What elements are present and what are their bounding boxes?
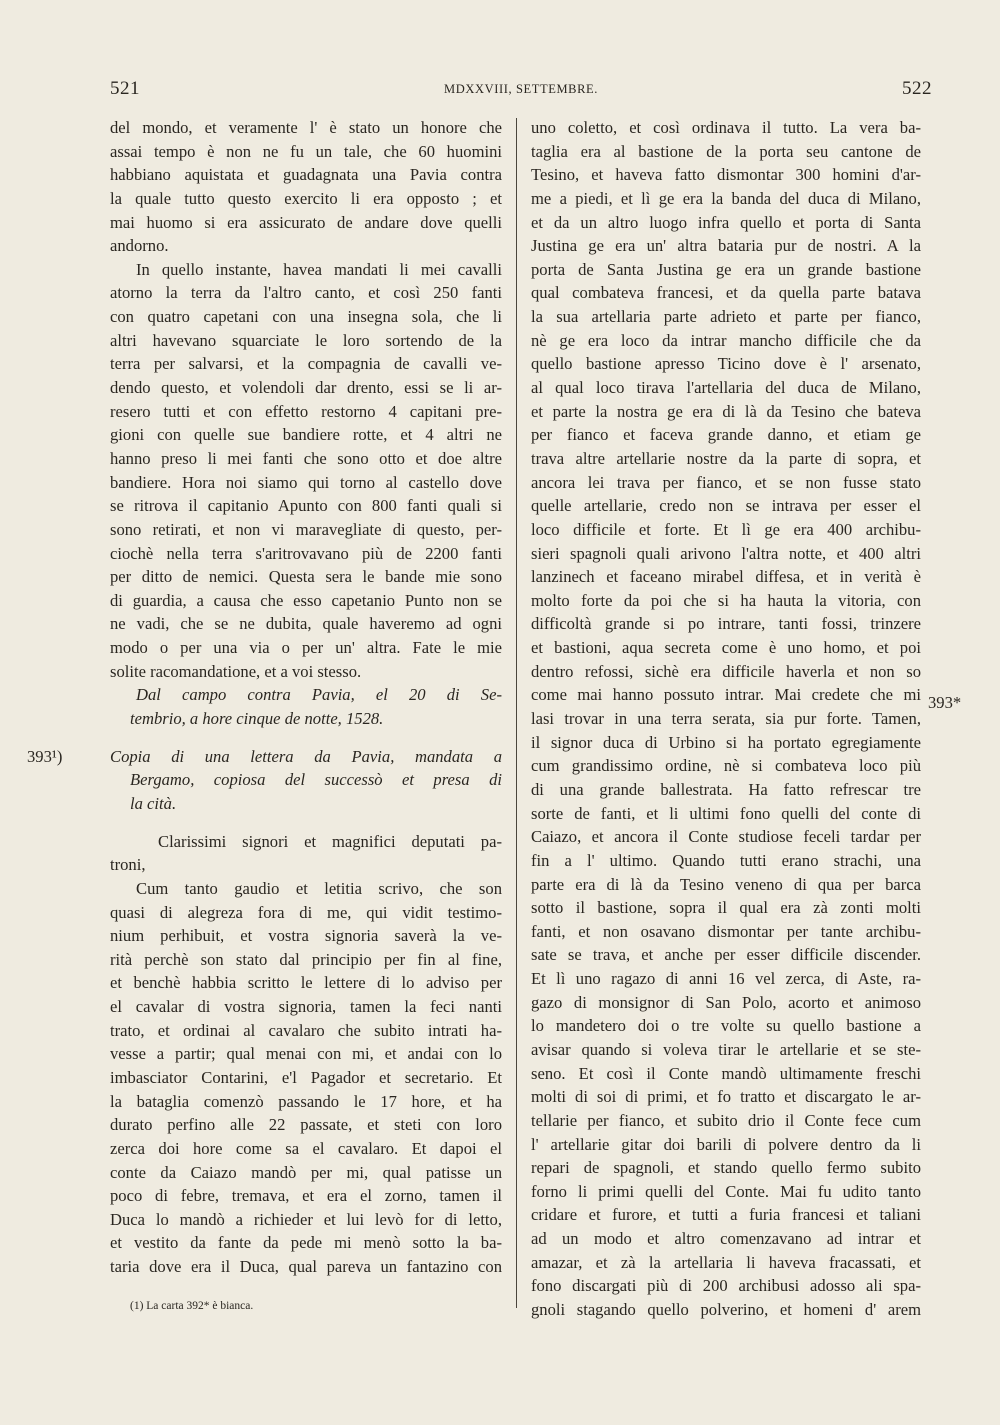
text-line: sate se trava, et anche per esser difficile discender. (531, 945, 921, 965)
page-number-left: 521 (110, 78, 140, 99)
entry-title (110, 745, 502, 816)
text-line: la cità. (130, 793, 177, 813)
text-line: sorte de fanti, et li ultimi fono quelli del conte di (531, 803, 921, 823)
text-line: il signor duca di Urbino si ha portato egregiamente (531, 732, 921, 752)
text-line: lasi trovar in una terra serata, sia pur forte. Tamen, (531, 709, 921, 729)
text-line: porta de Santa Justina ge era un grande bastione (531, 259, 921, 279)
text-line: ancora lei trava per fianco, et se non fusse stato (531, 472, 921, 492)
text-line: et da un altro luogo infra quello et porta di Santa (531, 212, 921, 232)
text-line: Et lì uno ragazo di anni 16 vel zerca, di Aste, ra- (531, 969, 921, 989)
right-column (531, 116, 921, 1322)
text-line: el cavalar di vostra signoria, tamen la feci nanti (110, 997, 502, 1017)
column-divider (516, 118, 517, 1308)
text-line: vesse a partir; qual menai con mi, et andai con lo (110, 1044, 502, 1064)
entry-number: 393¹) (27, 746, 63, 766)
text-line: gioni con quelle sue bandiere rotte, et 4 altri ne (110, 425, 502, 445)
text-line: lo mandetero doi o tre volte su quello bastione a (531, 1016, 921, 1036)
text-line: gazo di monsignor di San Polo, acorto et animoso (531, 992, 921, 1012)
text-line: con quatro capetani con una insegna sola, che li (110, 307, 502, 327)
text-line: Clarissimi signori et magnifici deputati pa- (158, 831, 502, 851)
text-line: fin a l' ultimo. Quando tutti erano strachi, una (531, 850, 921, 870)
text-line: nium perhibuit, et vostra signoria saverà la ve- (110, 926, 502, 946)
text-line: cum grandissimo ordine, nè si combateva loco più (531, 756, 921, 776)
running-title: MDXXVIII, SETTEMBRE. (443, 82, 598, 96)
text-line: molto forte da poi che si ha hauta la vitoria, con (531, 590, 921, 610)
text-line: di una grande ballestrata. Ha fatto refrescar tre (531, 779, 921, 799)
footnote: (1) La carta 392* è bianca. (130, 1300, 254, 1312)
text-line: molti di soi di primi, et fo tratto et discargato le ar- (531, 1087, 921, 1107)
text-line: et benchè habbia scritto le lettere di lo adviso per (110, 973, 502, 993)
paragraph-salutation (110, 830, 502, 877)
text-line: la sua artellaria parte adrieto et parte per fianco, (531, 307, 921, 327)
text-line: di guardia, a causa che esso capetanio Punto non se (110, 590, 502, 610)
text-line: Cum tanto gaudio et letitia scrivo, che son (136, 878, 502, 898)
text-line: per ditto de nemici. Questa sera le bande mie sono (110, 567, 502, 587)
text-line: rità perchè son stato dal principio per fin al fine, (110, 949, 502, 969)
text-line: sotto il bastione, sopra il qual era zà zonti molti (531, 898, 921, 918)
text-line: ad un modo et altro comenzavano ad intrar et (531, 1229, 921, 1249)
text-line: lanzinech et faceano mirabel diffesa, et in verità è (531, 567, 921, 587)
text-line: andorno. (110, 236, 169, 256)
text-line: la quale tutto questo exercito li era opposto ; et (110, 188, 502, 208)
text-line: Caiazo, et ancora il Conte studiose feceli tardar per (531, 827, 921, 847)
paragraph-2 (110, 258, 502, 684)
text-line: fono discargati più di 200 archibusi adosso ali spa- (531, 1276, 921, 1296)
running-header (110, 78, 932, 102)
text-line: mai huomo si era assicurato de andare dove quelli (110, 212, 502, 232)
text-line: dendo questo, et volendoli dar drento, essi se li ar- (110, 378, 502, 398)
text-line: al qual loco tirava l'artellaria del duca de Milano, (531, 378, 921, 398)
text-line: taria dove era il Duca, qual pareva un fantazino con (110, 1257, 502, 1277)
text-line: Justina ge era un' altra bataria pur de nostri. A la (531, 236, 921, 256)
text-line: conte da Caiazo mandò per mi, qual patisse un (110, 1162, 502, 1182)
text-line: nè ge era loco da intrar mancho difficile che da (531, 330, 921, 350)
text-line: et parte la nostra ge era di là da Tesino che bateva (531, 401, 921, 421)
text-line: trato, et ordinai al cavalaro che subito intrati ha- (110, 1020, 502, 1040)
signature-block (110, 683, 502, 730)
text-line: modo o per una via o per un' altra. Fate le mie (110, 638, 502, 658)
text-line: troni, (110, 855, 146, 875)
text-line: repari de spagnoli, et stando quello fermo subito (531, 1158, 921, 1178)
text-line: zerca doi hore come sa el cavalaro. Et dapoi el (110, 1138, 502, 1158)
text-line: come mai hanno possuto intrar. Mai credete che mi (531, 685, 921, 705)
text-line: tellarie per fianco, et subito drio il Conte fece cum (531, 1110, 921, 1130)
text-line: cridare et furore, et tutti a furia francesi et taliani (531, 1205, 921, 1225)
text-line: altri havevano squarciate le loro sortendo de la (110, 330, 502, 350)
text-line: poco di febre, tremava, et era el zorno, tamen il (110, 1186, 502, 1206)
text-line: hanno preso li mei fanti che sono otto et doe altre (110, 448, 502, 468)
text-line: sieri spagnoli quali arivono l'altra notte, et 400 altri (531, 543, 921, 563)
paragraph-letter-body (110, 877, 502, 1279)
text-line: ciochè nella terra s'aritrovavano più de 2200 fanti (110, 543, 502, 563)
left-column (27, 116, 502, 1279)
text-line: trava altre artellarie nostre da la parte di sopra, et (531, 448, 921, 468)
text-line: durato perfino alle 22 passate, et steti con loro (110, 1115, 502, 1135)
text-line: et bastioni, aqua secreta come è uno homo, et poi (531, 638, 921, 658)
text-line: sono retirati, et non vi maravegliate di questo, per- (110, 519, 502, 539)
text-line: quelle artellarie, credo non se intrava per esser el (531, 496, 921, 516)
text-line: amazar, et zà la artellaria li haveva fracassati, et (531, 1252, 921, 1272)
text-line: Tesino, et haveva fatto dismontar 300 homini d'ar- (531, 165, 921, 185)
text-line: forno li primi quelli del Conte. Mai fu udito tanto (531, 1181, 921, 1201)
text-line: solite racomandatione, et a voi stesso. (110, 661, 362, 681)
text-line: Duca lo mandò a richieder et lui levò for di letto, (110, 1209, 502, 1229)
text-line: quasi di alegreza fora di me, qui vidit testimo- (110, 902, 502, 922)
text-line: Dal campo contra Pavia, el 20 di Se- (136, 685, 502, 705)
text-line: loco difficile et forte. Et lì ge era 400 archibu- (531, 519, 921, 539)
text-line: ne vadi, che se ne dubita, quale haveremo ad ogni (110, 614, 502, 634)
text-line: seno. Et così il Conte mandò ultimamente freschi (531, 1063, 921, 1083)
text-line: dentro refossi, sichè era difficile haverla et non so (531, 661, 921, 681)
marginal-note: 393* (928, 693, 962, 712)
text-line: parte era di là da Tesino veneno di qua per barca (531, 874, 921, 894)
text-line: terra per salvarsi, et la compagnia de cavalli ve- (110, 354, 502, 374)
text-line: qual combateva francesi, et da quella parte batava (531, 283, 921, 303)
text-line: atorno la terra da l'altro canto, et così 250 fanti (110, 283, 502, 303)
text-line: In quello instante, havea mandati li mei cavalli (136, 259, 502, 279)
text-line: tembrio, a hore cinque de notte, 1528. (130, 709, 384, 729)
text-line: quello bastione apresso Ticino dove è l' arsenato, (531, 354, 921, 374)
text-line: fanti, et non osavano dismontar per tante archibu- (531, 921, 921, 941)
text-line: per fianco et faceva grande danno, et etiam ge (531, 425, 921, 445)
paragraph-1 (110, 116, 502, 258)
text-line: uno coletto, et così ordinava il tutto. La vera ba- (531, 118, 921, 137)
text-line: se ritrova il capitanio Apunto con 800 fanti quali si (110, 496, 502, 516)
page-number-right: 522 (902, 78, 932, 99)
text-line: taglia era al bastione de la porta seu cantone de (531, 141, 921, 161)
text-line: Copia di una lettera da Pavia, mandata a (110, 746, 502, 766)
text-line: avisar quando si voleva tirar le artellarie et se ste- (531, 1039, 921, 1059)
text-line: difficoltà grande si po intrare, tanti fossi, trinzere (531, 614, 921, 634)
text-line: la bataglia comenzò passando le 17 hore, et ha (110, 1091, 502, 1111)
text-line: gnoli stagando quello polverino, et homeni d' arem (531, 1300, 921, 1320)
text-line: l' artellarie gitar doi barili di polvere dentro da li (531, 1134, 921, 1154)
text-line: bandiere. Hora noi siamo qui torno al castello dove (110, 472, 502, 492)
text-line: et vestito da fante da pede mi menò sotto la ba- (110, 1233, 502, 1253)
text-line: Bergamo, copiosa del successò et presa di (130, 770, 502, 790)
text-line: del mondo, et veramente l' è stato un honore che (110, 118, 502, 137)
text-line: habbiano aquistata et guadagnata una Pavia contra (110, 165, 502, 185)
text-line: assai tempo è non ne fu un tale, che 60 huomini (110, 141, 502, 161)
text-line: me a piedi, et lì ge era la banda del duca di Milano, (531, 188, 921, 208)
entry-393 (27, 745, 502, 816)
text-line: imbasciator Contarini, e'l Pagador et secretario. Et (110, 1067, 502, 1087)
text-line: resero tutti et con effetto restorno 4 capitani pre- (110, 401, 502, 421)
